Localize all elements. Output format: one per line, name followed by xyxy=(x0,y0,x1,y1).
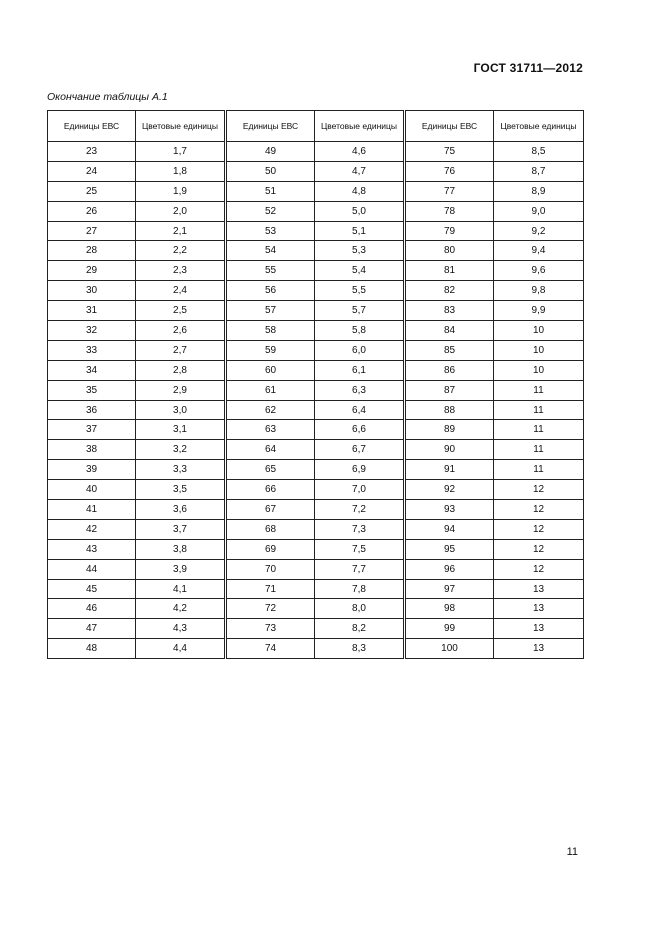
cell-color-units: 6,4 xyxy=(315,400,405,420)
cell-color-units: 12 xyxy=(494,480,584,500)
cell-color-units: 6,1 xyxy=(315,360,405,380)
table-row xyxy=(48,380,584,400)
cell-ebc-units: 90 xyxy=(405,440,494,460)
table-row xyxy=(48,201,584,221)
cell-color-units: 10 xyxy=(494,360,584,380)
table-row xyxy=(48,281,584,301)
conversion-table-container xyxy=(47,110,583,659)
cell-ebc-units: 67 xyxy=(226,500,315,520)
cell-ebc-units: 59 xyxy=(226,340,315,360)
cell-ebc-units: 60 xyxy=(226,360,315,380)
cell-ebc-units: 80 xyxy=(405,241,494,261)
table-row xyxy=(48,559,584,579)
cell-color-units: 6,9 xyxy=(315,460,405,480)
cell-ebc-units: 69 xyxy=(226,539,315,559)
cell-color-units: 10 xyxy=(494,321,584,341)
cell-color-units: 4,7 xyxy=(315,161,405,181)
cell-ebc-units: 99 xyxy=(405,619,494,639)
cell-ebc-units: 61 xyxy=(226,380,315,400)
cell-ebc-units: 81 xyxy=(405,261,494,281)
cell-ebc-units: 94 xyxy=(405,519,494,539)
table-row xyxy=(48,619,584,639)
cell-color-units: 5,4 xyxy=(315,261,405,281)
cell-color-units: 7,7 xyxy=(315,559,405,579)
cell-ebc-units: 46 xyxy=(48,599,136,619)
cell-ebc-units: 47 xyxy=(48,619,136,639)
cell-color-units: 2,1 xyxy=(136,221,226,241)
table-row xyxy=(48,420,584,440)
column-header-ebc-1: Единицы ЕВС xyxy=(48,111,136,142)
cell-color-units: 4,3 xyxy=(136,619,226,639)
cell-color-units: 6,6 xyxy=(315,420,405,440)
cell-color-units: 5,8 xyxy=(315,321,405,341)
cell-ebc-units: 26 xyxy=(48,201,136,221)
table-body xyxy=(48,142,584,659)
cell-color-units: 7,3 xyxy=(315,519,405,539)
cell-color-units: 7,5 xyxy=(315,539,405,559)
table-row xyxy=(48,301,584,321)
table-header-row xyxy=(48,111,584,142)
cell-color-units: 4,6 xyxy=(315,142,405,162)
cell-ebc-units: 33 xyxy=(48,340,136,360)
cell-color-units: 11 xyxy=(494,460,584,480)
cell-ebc-units: 48 xyxy=(48,639,136,659)
cell-ebc-units: 75 xyxy=(405,142,494,162)
cell-color-units: 12 xyxy=(494,519,584,539)
table-row xyxy=(48,480,584,500)
cell-ebc-units: 66 xyxy=(226,480,315,500)
cell-color-units: 2,5 xyxy=(136,301,226,321)
cell-ebc-units: 58 xyxy=(226,321,315,341)
cell-color-units: 5,3 xyxy=(315,241,405,261)
cell-ebc-units: 36 xyxy=(48,400,136,420)
cell-color-units: 11 xyxy=(494,380,584,400)
cell-color-units: 5,7 xyxy=(315,301,405,321)
cell-ebc-units: 35 xyxy=(48,380,136,400)
cell-ebc-units: 72 xyxy=(226,599,315,619)
cell-ebc-units: 77 xyxy=(405,181,494,201)
table-row xyxy=(48,639,584,659)
cell-ebc-units: 91 xyxy=(405,460,494,480)
table-row xyxy=(48,599,584,619)
cell-ebc-units: 65 xyxy=(226,460,315,480)
table-row xyxy=(48,161,584,181)
column-header-ebc-3: Единицы ЕВС xyxy=(405,111,494,142)
cell-ebc-units: 30 xyxy=(48,281,136,301)
cell-color-units: 8,7 xyxy=(494,161,584,181)
cell-color-units: 9,4 xyxy=(494,241,584,261)
cell-color-units: 12 xyxy=(494,500,584,520)
cell-color-units: 8,5 xyxy=(494,142,584,162)
cell-color-units: 5,1 xyxy=(315,221,405,241)
table-row xyxy=(48,400,584,420)
cell-ebc-units: 76 xyxy=(405,161,494,181)
table-row xyxy=(48,181,584,201)
cell-ebc-units: 31 xyxy=(48,301,136,321)
cell-ebc-units: 89 xyxy=(405,420,494,440)
cell-color-units: 8,0 xyxy=(315,599,405,619)
cell-ebc-units: 71 xyxy=(226,579,315,599)
cell-ebc-units: 56 xyxy=(226,281,315,301)
cell-color-units: 2,0 xyxy=(136,201,226,221)
cell-ebc-units: 53 xyxy=(226,221,315,241)
cell-ebc-units: 95 xyxy=(405,539,494,559)
cell-ebc-units: 93 xyxy=(405,500,494,520)
cell-ebc-units: 23 xyxy=(48,142,136,162)
cell-ebc-units: 37 xyxy=(48,420,136,440)
cell-color-units: 4,1 xyxy=(136,579,226,599)
cell-ebc-units: 92 xyxy=(405,480,494,500)
cell-ebc-units: 41 xyxy=(48,500,136,520)
cell-ebc-units: 24 xyxy=(48,161,136,181)
cell-color-units: 9,0 xyxy=(494,201,584,221)
cell-ebc-units: 85 xyxy=(405,340,494,360)
cell-color-units: 2,6 xyxy=(136,321,226,341)
column-header-color-units-1: Цветовые единицы xyxy=(136,111,226,142)
cell-ebc-units: 86 xyxy=(405,360,494,380)
cell-color-units: 3,0 xyxy=(136,400,226,420)
cell-color-units: 1,7 xyxy=(136,142,226,162)
cell-color-units: 8,9 xyxy=(494,181,584,201)
cell-color-units: 4,8 xyxy=(315,181,405,201)
document-standard-code: ГОСТ 31711—2012 xyxy=(473,61,583,75)
cell-color-units: 13 xyxy=(494,599,584,619)
cell-ebc-units: 79 xyxy=(405,221,494,241)
cell-color-units: 10 xyxy=(494,340,584,360)
cell-ebc-units: 87 xyxy=(405,380,494,400)
cell-ebc-units: 88 xyxy=(405,400,494,420)
cell-ebc-units: 68 xyxy=(226,519,315,539)
column-header-ebc-2: Единицы ЕВС xyxy=(226,111,315,142)
table-row xyxy=(48,460,584,480)
table-caption: Окончание таблицы А.1 xyxy=(47,91,168,103)
cell-ebc-units: 100 xyxy=(405,639,494,659)
cell-ebc-units: 39 xyxy=(48,460,136,480)
cell-ebc-units: 78 xyxy=(405,201,494,221)
cell-color-units: 2,4 xyxy=(136,281,226,301)
cell-color-units: 1,9 xyxy=(136,181,226,201)
cell-color-units: 13 xyxy=(494,579,584,599)
cell-color-units: 8,3 xyxy=(315,639,405,659)
table-row xyxy=(48,261,584,281)
table-row xyxy=(48,500,584,520)
cell-color-units: 8,2 xyxy=(315,619,405,639)
cell-color-units: 6,3 xyxy=(315,380,405,400)
cell-color-units: 3,8 xyxy=(136,539,226,559)
cell-ebc-units: 51 xyxy=(226,181,315,201)
cell-color-units: 3,3 xyxy=(136,460,226,480)
table-row xyxy=(48,539,584,559)
cell-ebc-units: 84 xyxy=(405,321,494,341)
cell-ebc-units: 49 xyxy=(226,142,315,162)
cell-ebc-units: 42 xyxy=(48,519,136,539)
cell-color-units: 11 xyxy=(494,440,584,460)
cell-color-units: 9,2 xyxy=(494,221,584,241)
cell-color-units: 13 xyxy=(494,619,584,639)
cell-ebc-units: 54 xyxy=(226,241,315,261)
cell-color-units: 3,5 xyxy=(136,480,226,500)
cell-ebc-units: 50 xyxy=(226,161,315,181)
cell-ebc-units: 25 xyxy=(48,181,136,201)
table-header xyxy=(48,111,584,142)
table-row xyxy=(48,360,584,380)
cell-color-units: 4,2 xyxy=(136,599,226,619)
cell-color-units: 11 xyxy=(494,400,584,420)
cell-color-units: 3,9 xyxy=(136,559,226,579)
cell-ebc-units: 64 xyxy=(226,440,315,460)
cell-ebc-units: 97 xyxy=(405,579,494,599)
cell-ebc-units: 82 xyxy=(405,281,494,301)
cell-color-units: 7,0 xyxy=(315,480,405,500)
table-row xyxy=(48,142,584,162)
cell-ebc-units: 57 xyxy=(226,301,315,321)
cell-color-units: 2,3 xyxy=(136,261,226,281)
cell-color-units: 9,9 xyxy=(494,301,584,321)
cell-color-units: 6,0 xyxy=(315,340,405,360)
cell-color-units: 3,1 xyxy=(136,420,226,440)
cell-color-units: 3,7 xyxy=(136,519,226,539)
page-number: 11 xyxy=(566,846,578,858)
cell-color-units: 5,0 xyxy=(315,201,405,221)
cell-ebc-units: 34 xyxy=(48,360,136,380)
cell-color-units: 11 xyxy=(494,420,584,440)
cell-ebc-units: 45 xyxy=(48,579,136,599)
cell-ebc-units: 55 xyxy=(226,261,315,281)
cell-ebc-units: 27 xyxy=(48,221,136,241)
cell-color-units: 12 xyxy=(494,559,584,579)
cell-ebc-units: 29 xyxy=(48,261,136,281)
cell-ebc-units: 74 xyxy=(226,639,315,659)
table-row xyxy=(48,221,584,241)
cell-ebc-units: 96 xyxy=(405,559,494,579)
cell-ebc-units: 63 xyxy=(226,420,315,440)
column-header-color-units-3: Цветовые единицы xyxy=(494,111,584,142)
cell-color-units: 2,8 xyxy=(136,360,226,380)
cell-ebc-units: 83 xyxy=(405,301,494,321)
cell-ebc-units: 28 xyxy=(48,241,136,261)
cell-color-units: 12 xyxy=(494,539,584,559)
cell-ebc-units: 73 xyxy=(226,619,315,639)
table-row xyxy=(48,579,584,599)
table-row xyxy=(48,519,584,539)
table-row xyxy=(48,241,584,261)
table-row xyxy=(48,340,584,360)
cell-ebc-units: 38 xyxy=(48,440,136,460)
cell-color-units: 3,6 xyxy=(136,500,226,520)
cell-color-units: 3,2 xyxy=(136,440,226,460)
table-row xyxy=(48,321,584,341)
cell-ebc-units: 43 xyxy=(48,539,136,559)
cell-color-units: 2,7 xyxy=(136,340,226,360)
cell-ebc-units: 98 xyxy=(405,599,494,619)
cell-color-units: 9,8 xyxy=(494,281,584,301)
cell-ebc-units: 40 xyxy=(48,480,136,500)
cell-color-units: 4,4 xyxy=(136,639,226,659)
cell-color-units: 7,8 xyxy=(315,579,405,599)
cell-color-units: 2,2 xyxy=(136,241,226,261)
cell-ebc-units: 52 xyxy=(226,201,315,221)
cell-ebc-units: 62 xyxy=(226,400,315,420)
cell-color-units: 2,9 xyxy=(136,380,226,400)
cell-color-units: 5,5 xyxy=(315,281,405,301)
column-header-color-units-2: Цветовые единицы xyxy=(315,111,405,142)
cell-color-units: 7,2 xyxy=(315,500,405,520)
cell-ebc-units: 44 xyxy=(48,559,136,579)
cell-color-units: 13 xyxy=(494,639,584,659)
conversion-table xyxy=(47,110,584,659)
table-row xyxy=(48,440,584,460)
cell-ebc-units: 32 xyxy=(48,321,136,341)
cell-color-units: 9,6 xyxy=(494,261,584,281)
cell-color-units: 6,7 xyxy=(315,440,405,460)
cell-ebc-units: 70 xyxy=(226,559,315,579)
cell-color-units: 1,8 xyxy=(136,161,226,181)
